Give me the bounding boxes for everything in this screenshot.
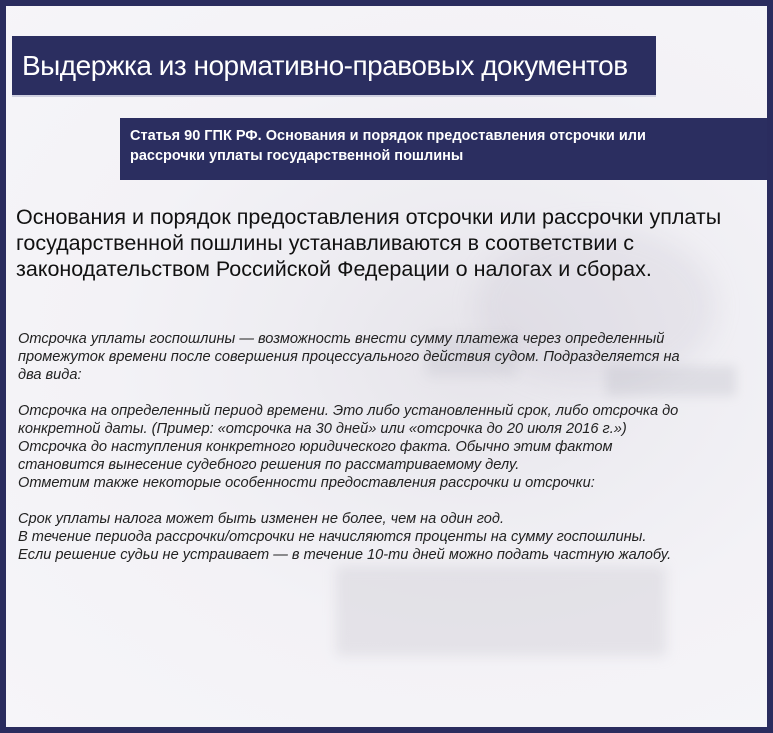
title-banner [12, 36, 656, 97]
background-book-shape [336, 566, 666, 656]
body-line: Отсрочка на определенный период времени. Это либо установленный срок, либо отсрочка до [18, 403, 679, 419]
body-text [18, 330, 758, 564]
page-title: Выдержка из нормативно-правовых документов [22, 49, 628, 81]
lead-paragraph: Основания и порядок предоставления отсрочки или рассрочки уплаты государственной пошлины устанавливаются в соответствии с законодательством Российской Федерации о налогах и сборах. [16, 205, 722, 281]
body-line: Срок уплаты налога может быть изменен не более, чем на один год. [18, 511, 505, 527]
document-frame [6, 6, 767, 727]
body-line: Отсрочка уплаты госпошлины — возможность внести сумму платежа через определенный [18, 331, 665, 347]
body-line: конкретной даты. (Пример: «отсрочка на 30 дней» или «отсрочка до 20 июля 2016 г.») [18, 421, 627, 437]
body-line: два вида: [18, 367, 82, 383]
body-line: Отсрочка до наступления конкретного юридического факта. Обычно этим фактом [18, 439, 613, 455]
body-line: промежуток времени после совершения процессуального действия судом. Подразделяется на [18, 349, 680, 365]
article-heading-line-1: Статья 90 ГПК РФ. Основания и порядок предоставления отсрочки или [130, 128, 646, 144]
body-line: становится вынесение судебного решения по рассматриваемому делу. [18, 457, 520, 473]
article-heading-banner [120, 118, 767, 180]
body-line: В течение периода рассрочки/отсрочки не начисляются проценты на сумму госпошлины. [18, 529, 647, 545]
body-line: Если решение судьи не устраивает — в течение 10-ти дней можно подать частную жалобу. [18, 547, 672, 563]
article-heading-line-2: рассрочки уплаты государственной пошлины [130, 148, 464, 164]
body-line: Отметим также некоторые особенности предоставления рассрочки и отсрочки: [18, 475, 595, 491]
